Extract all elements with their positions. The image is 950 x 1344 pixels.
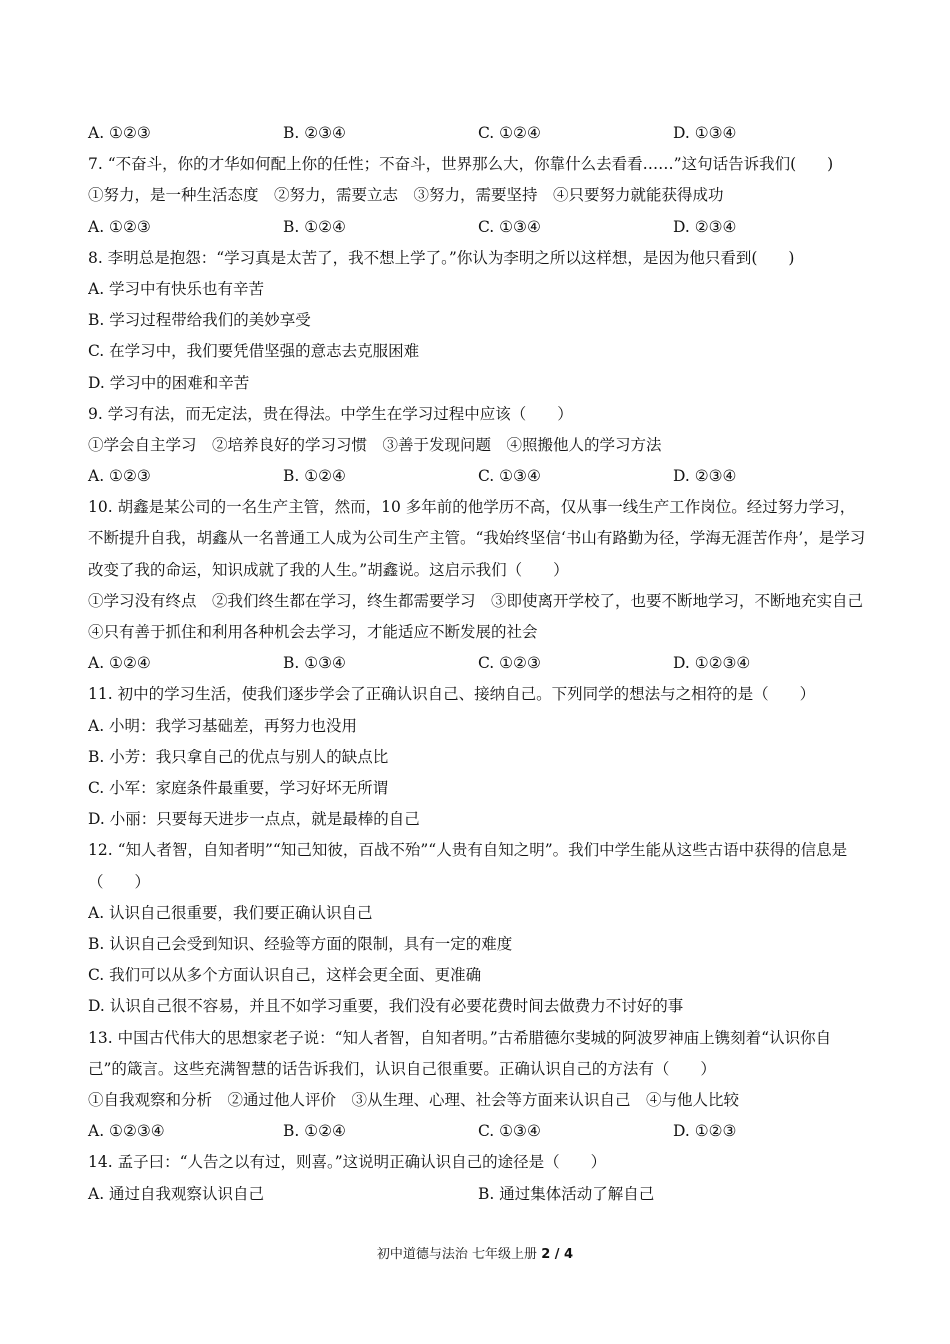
- question-10-options: [88, 648, 868, 679]
- option-c: C. 我们可以从多个方面认识自己，这样会更全面、更准确: [88, 966, 482, 985]
- question-7-items: ①努力，是一种生活态度 ②努力，需要立志 ③努力，需要坚持 ④只要努力就能获得成功: [88, 186, 724, 205]
- option-a: A. 学习中有快乐也有辛苦: [88, 279, 265, 298]
- question-list: [88, 118, 879, 1210]
- option-b: B. ①②④: [283, 1122, 346, 1141]
- footer-subject: 初中道德与法治 七年级上册: [376, 1247, 542, 1262]
- page-number: 2 / 4: [541, 1247, 574, 1262]
- option-d: D. ①②③: [673, 1122, 737, 1141]
- question-9-items: ①学会自主学习 ②培养良好的学习习惯 ③善于发现问题 ④照搬他人的学习方法: [88, 435, 662, 454]
- question-13-items: ①自我观察和分析 ②通过他人评价 ③从生理、心理、社会等方面来认识自己 ④与他人比较: [88, 1090, 740, 1109]
- option-c: C. ①③④: [478, 217, 541, 236]
- option-d: D. ②③④: [673, 217, 737, 236]
- question-13-options: [88, 1116, 868, 1147]
- option-a: A. 认识自己很重要，我们要正确认识自己: [88, 903, 373, 922]
- option-b: B. ②③④: [283, 124, 346, 142]
- question-9-options: [88, 461, 868, 492]
- option-a: A. 通过自我观察认识自己: [88, 1184, 265, 1203]
- option-b: B. 认识自己会受到知识、经验等方面的限制，具有一定的难度: [88, 934, 513, 953]
- option-b: B. 通过集体活动了解自己: [478, 1184, 655, 1203]
- question-9-stem: 9. 学习有法，而无定法，贵在得法。中学生在学习过程中应该（ ）: [88, 404, 573, 423]
- option-a: A. ①②③④: [88, 1122, 165, 1141]
- option-row: [88, 118, 868, 149]
- question-7-options: [88, 212, 868, 243]
- option-b: B. ①②④: [283, 217, 346, 236]
- option-a: A. 小明：我学习基础差，再努力也没用: [88, 716, 358, 735]
- option-c: C. 小军：家庭条件最重要，学习好坏无所谓: [88, 779, 389, 798]
- option-a: A. ①②④: [88, 654, 151, 673]
- option-c: C. ①②④: [478, 124, 541, 142]
- option-b: B. ①③④: [283, 654, 346, 673]
- question-10-stem: 10. 胡鑫是某公司的一名生产主管，然而，10 多年前的他学历不高，仅从事一线生产工作岗位。经过努力学习，不断提升自我，胡鑫从一名普通工人成为公司生产主管。“我始终坚信‘书山有路勤为径，学海无涯苦作舟’，是学习改变了我的命运，知识成就了我的人生。”胡鑫说。这启示我们（ ）: [88, 498, 866, 579]
- option-d: D. 学习中的困难和辛苦: [88, 373, 250, 392]
- option-d: D. 小丽：只要每天进步一点点，就是最棒的自己: [88, 810, 420, 829]
- option-d: D. ①②③④: [673, 654, 751, 673]
- question-7-stem: 7. “不奋斗，你的才华如何配上你的任性；不奋斗，世界那么大，你靠什么去看看……”这句话告诉我们( ): [88, 155, 834, 174]
- question-10-items: ①学习没有终点 ②我们终生都在学习，终生都需要学习 ③即使离开学校了，也要不断地学习，不断地充实自己 ④只有善于抓住和利用各种机会去学习，才能适应不断发展的社会: [88, 591, 879, 642]
- question-14-options: [88, 1179, 868, 1210]
- option-d: D. 认识自己很不容易，并且不如学习重要，我们没有必要花费时间去做费力不讨好的事: [88, 997, 684, 1016]
- option-c: C. 在学习中，我们要凭借坚强的意志去克服困难: [88, 342, 420, 361]
- option-b: B. 学习过程带给我们的美妙享受: [88, 311, 311, 330]
- option-a: A. ①②③: [88, 467, 151, 486]
- question-11-stem: 11. 初中的学习生活，使我们逐步学会了正确认识自己、接纳自己。下列同学的想法与之相符的是（ ）: [88, 685, 816, 704]
- option-b: B. 小芳：我只拿自己的优点与别人的缺点比: [88, 747, 389, 766]
- question-13-stem: 13. 中国古代伟大的思想家老子说：“知人者智，自知者明。”古希腊德尔斐城的阿波罗神庙上镌刻着“认识你自己”的箴言。这些充满智慧的话告诉我们，认识自己很重要。正确认识自己的方法有（ ）: [88, 1028, 832, 1078]
- option-b: B. ①②④: [283, 467, 346, 486]
- question-14-stem: 14. 孟子曰：“人告之以有过，则喜。”这说明正确认识自己的途径是（ ）: [88, 1153, 607, 1172]
- page-footer: [0, 1243, 950, 1262]
- option-c: C. ①③④: [478, 467, 541, 486]
- option-c: C. ①②③: [478, 654, 541, 673]
- option-c: C. ①③④: [478, 1122, 541, 1141]
- option-d: D. ①③④: [673, 124, 737, 142]
- option-a: A. ①②③: [88, 124, 151, 142]
- question-8-stem: 8. 李明总是抱怨：“学习真是太苦了，我不想上学了。”你认为李明之所以这样想，是因为他只看到( ): [88, 248, 795, 267]
- option-a: A. ①②③: [88, 217, 151, 236]
- option-d: D. ②③④: [673, 467, 737, 486]
- question-12-stem: 12. “知人者智，自知者明”“知己知彼，百战不殆”“人贵有自知之明”。我们中学生能从这些古语中获得的信息是（ ）: [88, 841, 848, 891]
